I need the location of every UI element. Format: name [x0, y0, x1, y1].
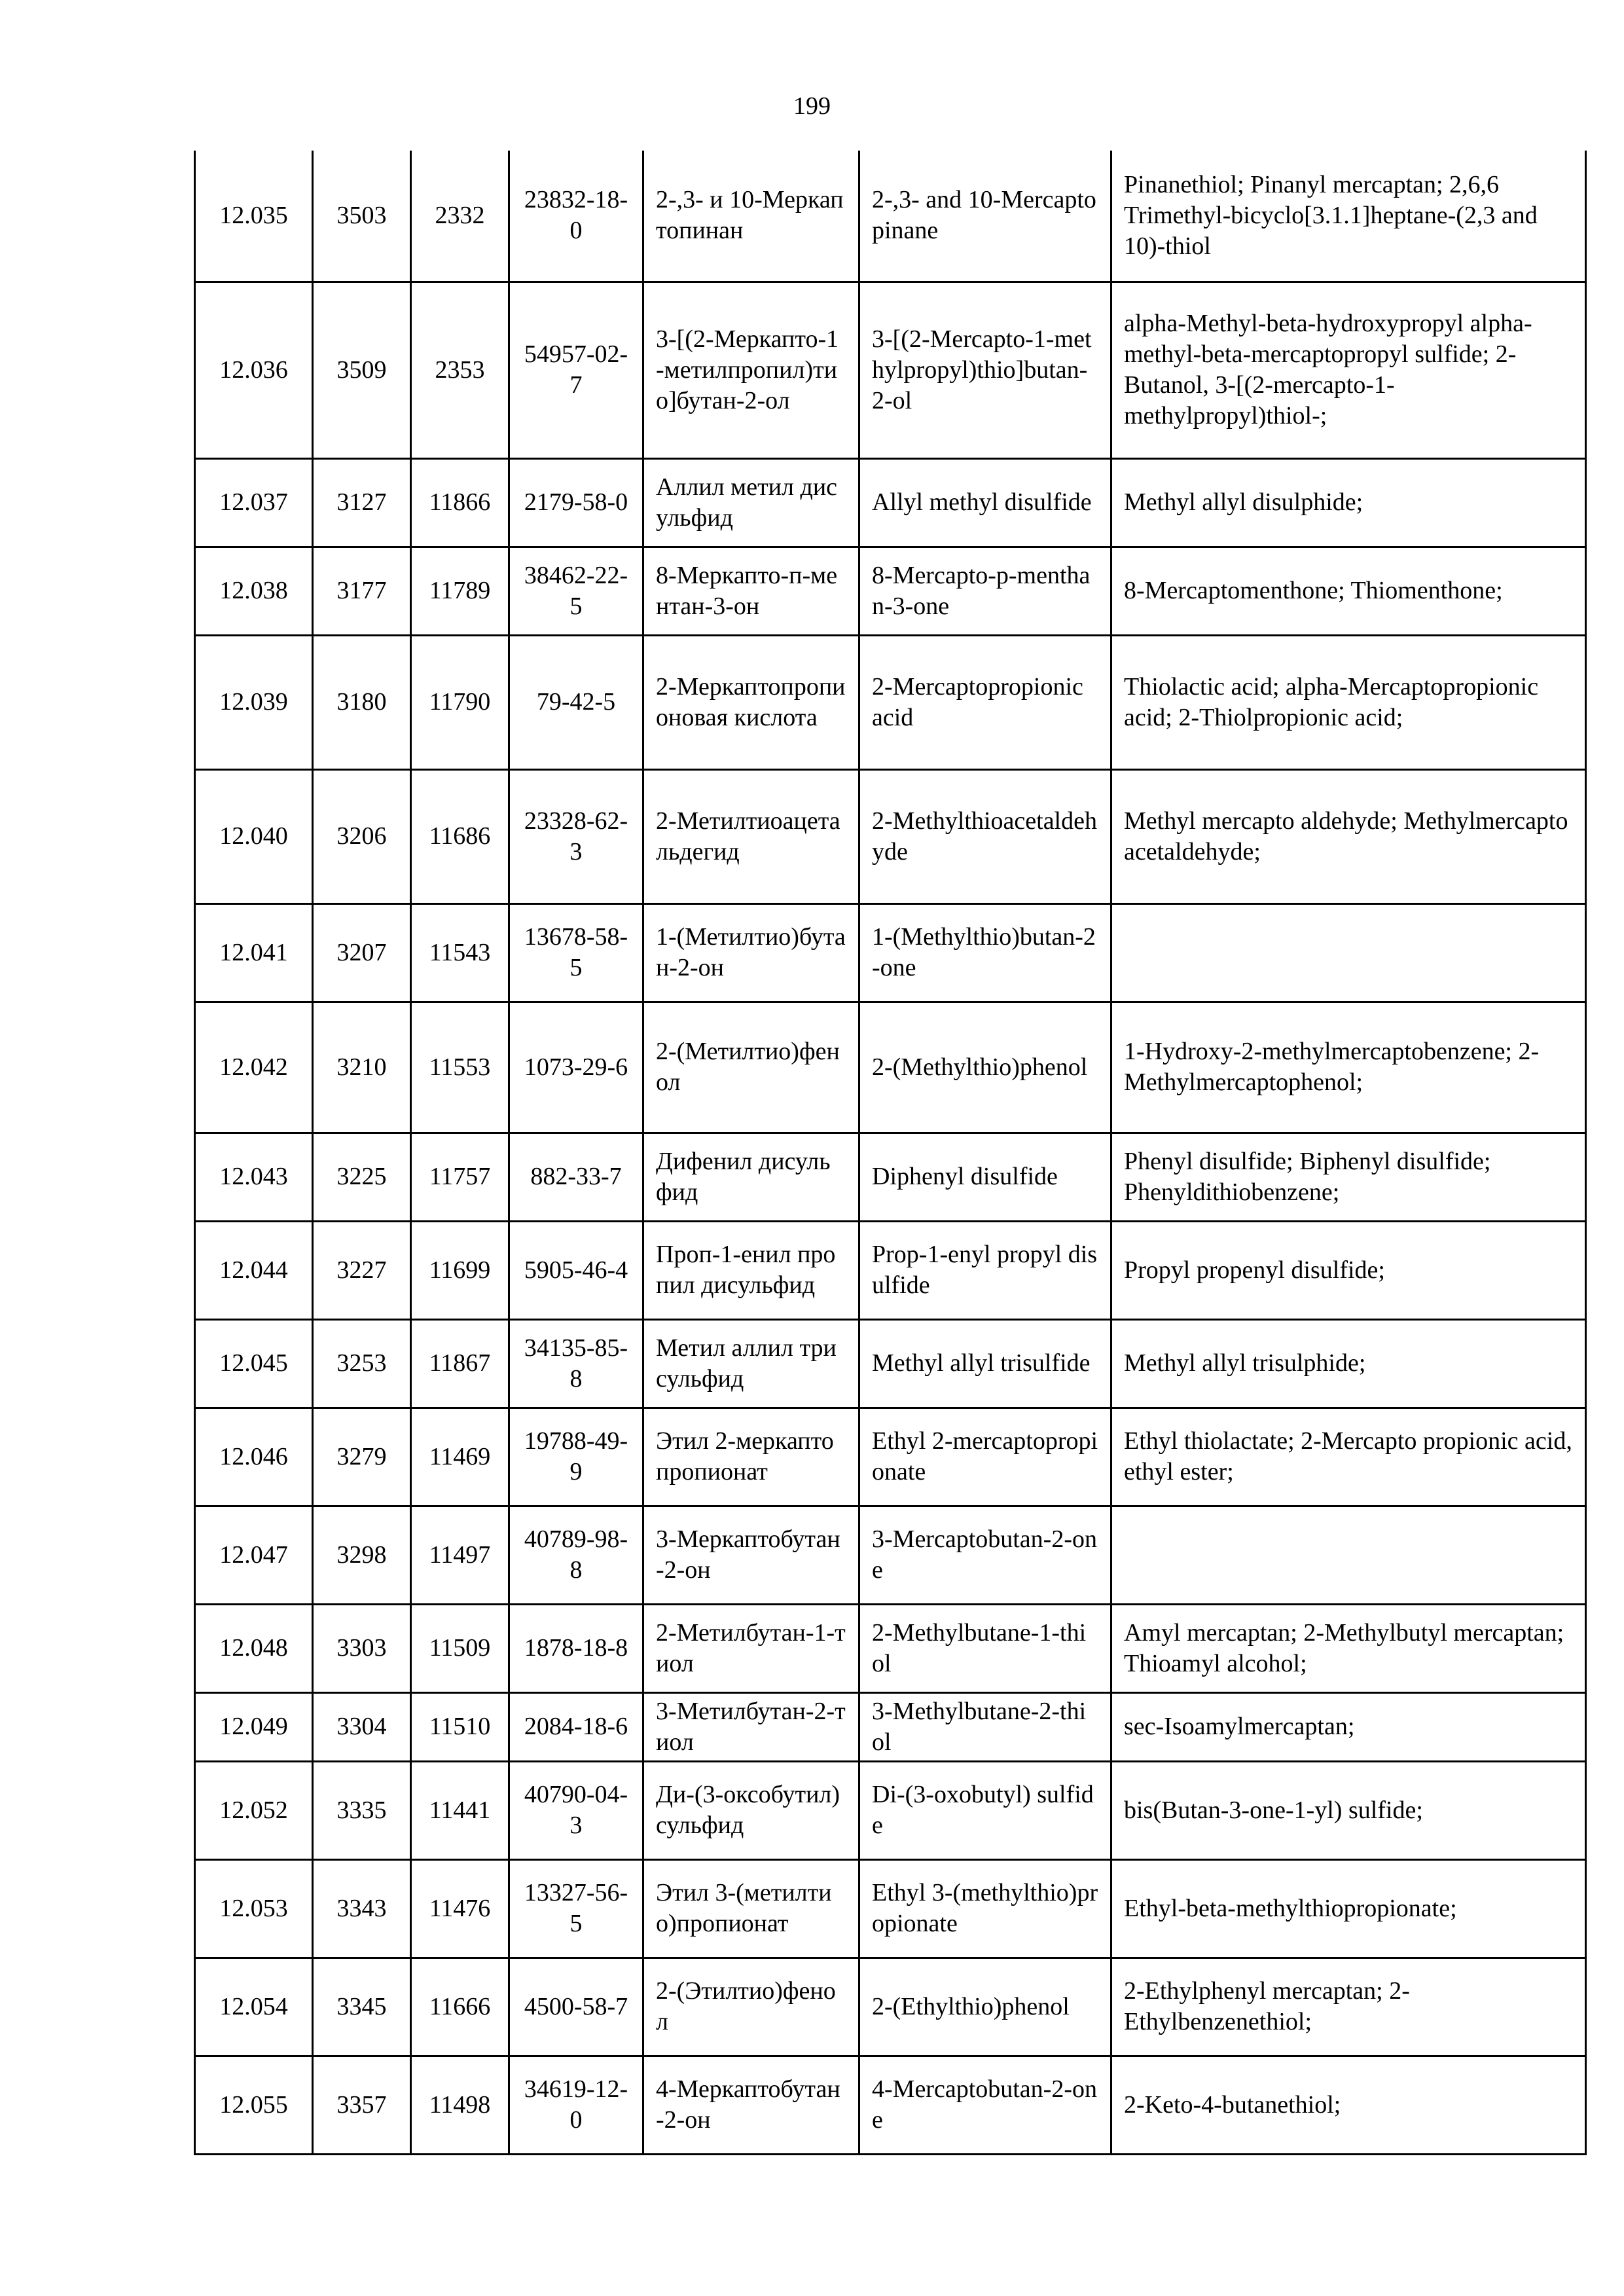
cas-number-cell: 5905-46-4 — [509, 1221, 643, 1319]
name-english-cell: 8-Mercapto-p-menthan-3-one — [859, 547, 1111, 635]
coe-number-cell: 11469 — [411, 1408, 509, 1506]
table-body — [195, 151, 1586, 2154]
name-english-cell: 3-[(2-Mercapto-1-methylpropyl)thio]butan-2-ol — [859, 282, 1111, 458]
row-number-cell: 12.042 — [195, 1002, 313, 1133]
fl-number-cell: 3206 — [313, 769, 411, 903]
table-row — [195, 151, 1586, 282]
cas-number-cell: 1073-29-6 — [509, 1002, 643, 1133]
fl-number-cell: 3298 — [313, 1506, 411, 1604]
coe-number-cell: 11509 — [411, 1604, 509, 1692]
synonyms-cell — [1111, 1506, 1586, 1604]
fl-number-cell: 3177 — [313, 547, 411, 635]
coe-number-cell: 11789 — [411, 547, 509, 635]
table-row — [195, 1221, 1586, 1319]
coe-number-cell: 11867 — [411, 1319, 509, 1408]
row-number-cell: 12.049 — [195, 1692, 313, 1761]
table-row — [195, 282, 1586, 458]
synonyms-cell: Thiolactic acid; alpha-Mercaptopropionic acid; 2-Thiolpropionic acid; — [1111, 635, 1586, 769]
table-row — [195, 458, 1586, 547]
name-russian-cell: 2-(Этилтио)фенол — [643, 1958, 859, 2056]
row-number-cell: 12.055 — [195, 2056, 313, 2154]
row-number-cell: 12.040 — [195, 769, 313, 903]
row-number-cell: 12.043 — [195, 1133, 313, 1221]
name-russian-cell: Ди-(3-оксобутил) сульфид — [643, 1761, 859, 1859]
fl-number-cell: 3303 — [313, 1604, 411, 1692]
name-russian-cell: 2-Метилтиоацетальдегид — [643, 769, 859, 903]
table-row — [195, 1408, 1586, 1506]
synonyms-cell: sec-Isoamylmercaptan; — [1111, 1692, 1586, 1761]
name-russian-cell: 3-Меркаптобутан-2-он — [643, 1506, 859, 1604]
table-row — [195, 547, 1586, 635]
name-russian-cell: 4-Меркаптобутан-2-он — [643, 2056, 859, 2154]
row-number-cell: 12.052 — [195, 1761, 313, 1859]
table-row — [195, 2056, 1586, 2154]
coe-number-cell: 11699 — [411, 1221, 509, 1319]
name-english-cell: Diphenyl disulfide — [859, 1133, 1111, 1221]
row-number-cell: 12.041 — [195, 903, 313, 1002]
name-english-cell: Prop-1-enyl propyl disulfide — [859, 1221, 1111, 1319]
cas-number-cell: 34135-85-8 — [509, 1319, 643, 1408]
name-english-cell: 3-Mercaptobutan-2-one — [859, 1506, 1111, 1604]
fl-number-cell: 3253 — [313, 1319, 411, 1408]
table-row — [195, 1319, 1586, 1408]
fl-number-cell: 3227 — [313, 1221, 411, 1319]
table-row — [195, 1133, 1586, 1221]
cas-number-cell: 2179-58-0 — [509, 458, 643, 547]
coe-number-cell: 11553 — [411, 1002, 509, 1133]
table-row — [195, 1958, 1586, 2056]
name-russian-cell: 3-Метилбутан-2-тиол — [643, 1692, 859, 1761]
synonyms-cell: Methyl mercapto aldehyde; Methylmercapto acetaldehyde; — [1111, 769, 1586, 903]
fl-number-cell: 3343 — [313, 1859, 411, 1958]
name-russian-cell: 3-[(2-Меркапто-1-метилпропил)тио]бутан-2-ол — [643, 282, 859, 458]
name-russian-cell: Аллил метил дисульфид — [643, 458, 859, 547]
synonyms-cell: bis(Butan-3-one-1-yl) sulfide; — [1111, 1761, 1586, 1859]
cas-number-cell: 54957-02-7 — [509, 282, 643, 458]
flavouring-substances-table — [194, 151, 1587, 2155]
fl-number-cell: 3225 — [313, 1133, 411, 1221]
coe-number-cell: 11790 — [411, 635, 509, 769]
fl-number-cell: 3335 — [313, 1761, 411, 1859]
fl-number-cell: 3180 — [313, 635, 411, 769]
row-number-cell: 12.038 — [195, 547, 313, 635]
coe-number-cell: 11498 — [411, 2056, 509, 2154]
coe-number-cell: 11543 — [411, 903, 509, 1002]
coe-number-cell: 11497 — [411, 1506, 509, 1604]
synonyms-cell: Ethyl thiolactate; 2-Mercapto propionic acid, ethyl ester; — [1111, 1408, 1586, 1506]
name-english-cell: 2-,3- and 10-Mercaptopinane — [859, 151, 1111, 282]
fl-number-cell: 3357 — [313, 2056, 411, 2154]
cas-number-cell: 13327-56-5 — [509, 1859, 643, 1958]
coe-number-cell: 2332 — [411, 151, 509, 282]
name-russian-cell: Этил 2-меркаптопропионат — [643, 1408, 859, 1506]
cas-number-cell: 1878-18-8 — [509, 1604, 643, 1692]
name-russian-cell: Этил 3-(метилтио)пропионат — [643, 1859, 859, 1958]
coe-number-cell: 11666 — [411, 1958, 509, 2056]
row-number-cell: 12.044 — [195, 1221, 313, 1319]
name-russian-cell: 2-,3- и 10-Меркаптопинан — [643, 151, 859, 282]
cas-number-cell: 34619-12-0 — [509, 2056, 643, 2154]
fl-number-cell: 3207 — [313, 903, 411, 1002]
synonyms-cell: Amyl mercaptan; 2-Methylbutyl mercaptan; Thioamyl alcohol; — [1111, 1604, 1586, 1692]
name-english-cell: 2-Methylbutane-1-thiol — [859, 1604, 1111, 1692]
row-number-cell: 12.054 — [195, 1958, 313, 2056]
name-russian-cell: Дифенил дисульфид — [643, 1133, 859, 1221]
synonyms-cell: Methyl allyl disulphide; — [1111, 458, 1586, 547]
coe-number-cell: 11510 — [411, 1692, 509, 1761]
synonyms-cell: Ethyl-beta-methylthiopropionate; — [1111, 1859, 1586, 1958]
name-english-cell: 3-Methylbutane-2-thiol — [859, 1692, 1111, 1761]
cas-number-cell: 4500-58-7 — [509, 1958, 643, 2056]
table-row — [195, 1692, 1586, 1761]
synonyms-cell: Propyl propenyl disulfide; — [1111, 1221, 1586, 1319]
name-english-cell: Allyl methyl disulfide — [859, 458, 1111, 547]
name-english-cell: 2-(Methylthio)phenol — [859, 1002, 1111, 1133]
synonyms-cell: alpha-Methyl-beta-hydroxypropyl alpha-methyl-beta-mercaptopropyl sulfide; 2-Butanol, 3-[(2-mercapto-1-methylpropyl)thiol-; — [1111, 282, 1586, 458]
coe-number-cell: 11441 — [411, 1761, 509, 1859]
name-russian-cell: 8-Меркапто-п-ментан-3-он — [643, 547, 859, 635]
cas-number-cell: 38462-22-5 — [509, 547, 643, 635]
cas-number-cell: 40790-04-3 — [509, 1761, 643, 1859]
row-number-cell: 12.036 — [195, 282, 313, 458]
cas-number-cell: 40789-98-8 — [509, 1506, 643, 1604]
coe-number-cell: 11476 — [411, 1859, 509, 1958]
table-row — [195, 635, 1586, 769]
synonyms-cell: Phenyl disulfide; Biphenyl disulfide; Phenyldithiobenzene; — [1111, 1133, 1586, 1221]
coe-number-cell: 11866 — [411, 458, 509, 547]
synonyms-cell: Methyl allyl trisulphide; — [1111, 1319, 1586, 1408]
cas-number-cell: 79-42-5 — [509, 635, 643, 769]
synonyms-cell: 1-Hydroxy-2-methylmercaptobenzene; 2-Methylmercaptophenol; — [1111, 1002, 1586, 1133]
table-row — [195, 1002, 1586, 1133]
name-russian-cell: 2-Меркаптопропионовая кислота — [643, 635, 859, 769]
name-english-cell: 2-Methylthioacetaldehyde — [859, 769, 1111, 903]
cas-number-cell: 19788-49-9 — [509, 1408, 643, 1506]
fl-number-cell: 3210 — [313, 1002, 411, 1133]
table-row — [195, 769, 1586, 903]
page-number: 199 — [793, 92, 831, 120]
synonyms-cell — [1111, 903, 1586, 1002]
fl-number-cell: 3509 — [313, 282, 411, 458]
synonyms-cell: 8-Mercaptomenthone; Thiomenthone; — [1111, 547, 1586, 635]
row-number-cell: 12.047 — [195, 1506, 313, 1604]
row-number-cell: 12.045 — [195, 1319, 313, 1408]
name-english-cell: Methyl allyl trisulfide — [859, 1319, 1111, 1408]
name-english-cell: Di-(3-oxobutyl) sulfide — [859, 1761, 1111, 1859]
table-row — [195, 903, 1586, 1002]
synonyms-cell: Pinanethiol; Pinanyl mercaptan; 2,6,6 Trimethyl-bicyclo[3.1.1]heptane-(2,3 and 10)-thiol — [1111, 151, 1586, 282]
synonyms-cell: 2-Ethylphenyl mercaptan; 2-Ethylbenzenethiol; — [1111, 1958, 1586, 2056]
fl-number-cell: 3503 — [313, 151, 411, 282]
fl-number-cell: 3127 — [313, 458, 411, 547]
table-row — [195, 1761, 1586, 1859]
coe-number-cell: 11686 — [411, 769, 509, 903]
name-english-cell: 1-(Methylthio)butan-2-one — [859, 903, 1111, 1002]
table-row — [195, 1859, 1586, 1958]
cas-number-cell: 882-33-7 — [509, 1133, 643, 1221]
cas-number-cell: 13678-58-5 — [509, 903, 643, 1002]
cas-number-cell: 23328-62-3 — [509, 769, 643, 903]
coe-number-cell: 11757 — [411, 1133, 509, 1221]
fl-number-cell: 3279 — [313, 1408, 411, 1506]
name-russian-cell: Метил аллил трисульфид — [643, 1319, 859, 1408]
cas-number-cell: 2084-18-6 — [509, 1692, 643, 1761]
row-number-cell: 12.053 — [195, 1859, 313, 1958]
name-english-cell: 2-Mercaptopropionic acid — [859, 635, 1111, 769]
name-english-cell: 2-(Ethylthio)phenol — [859, 1958, 1111, 2056]
name-russian-cell: Проп-1-енил пропил дисульфид — [643, 1221, 859, 1319]
cas-number-cell: 23832-18-0 — [509, 151, 643, 282]
synonyms-cell: 2-Keto-4-butanethiol; — [1111, 2056, 1586, 2154]
name-english-cell: 4-Mercaptobutan-2-one — [859, 2056, 1111, 2154]
table-row — [195, 1506, 1586, 1604]
name-russian-cell: 2-Метилбутан-1-тиол — [643, 1604, 859, 1692]
table-row — [195, 1604, 1586, 1692]
fl-number-cell: 3304 — [313, 1692, 411, 1761]
coe-number-cell: 2353 — [411, 282, 509, 458]
row-number-cell: 12.037 — [195, 458, 313, 547]
fl-number-cell: 3345 — [313, 1958, 411, 2056]
name-english-cell: Ethyl 3-(methylthio)propionate — [859, 1859, 1111, 1958]
name-russian-cell: 2-(Метилтио)фенол — [643, 1002, 859, 1133]
row-number-cell: 12.035 — [195, 151, 313, 282]
row-number-cell: 12.048 — [195, 1604, 313, 1692]
row-number-cell: 12.046 — [195, 1408, 313, 1506]
name-english-cell: Ethyl 2-mercaptopropionate — [859, 1408, 1111, 1506]
name-russian-cell: 1-(Метилтио)бутан-2-он — [643, 903, 859, 1002]
row-number-cell: 12.039 — [195, 635, 313, 769]
